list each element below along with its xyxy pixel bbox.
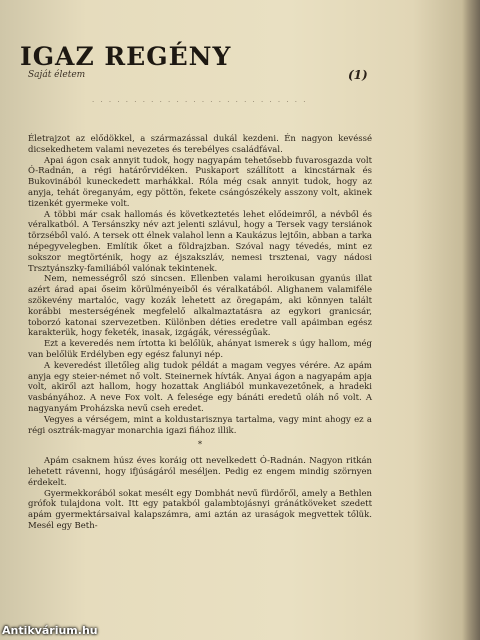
section-mark: * (197, 440, 203, 451)
page-subtitle: Saját életem (28, 70, 86, 80)
paragraph: Nem, nemességről szó sincsen. Ellenben valami heroikusan gyanús illat azért árad apai őseim körülményeiből és véralkatából. Alighanem valamiféle szökevény martalóc, vagy kozák lehetett az öregapám, aki könnyen talált korábbi mesterségének megfelelő alkalmaztatásra az egykori granicsár, toborzó katonai szervezetben. Különben déties eredetre vall apáimban egész karakterük, hogy feketék, inasak, izgágák, vérességűak. (28, 274, 372, 339)
watermark: Antikvárium.hu (2, 624, 98, 637)
paragraph: A többi már csak hallomás és következtetés lehet elődeimről, a névből és véralkatból. A Tersánszky név azt jelenti szlávul, hogy a Tersek vagy tersiánok törzséből való. A tersek ott élnek valahol lenn a Kaukázus lejtőin, abban a tarka népegyvelegben. Említik őket a földrajzban. Szóval nagy tévedés, mint ez sokszor megtörténik, hogy az éjszakszláv, nemesi trsztenai, vagy nádosi Trsztyánszky-familiából valónak tekintenek. (28, 209, 372, 274)
paragraph: Gyermekkorából sokat mesélt egy Dombhát nevű fürdőről, amely a Bethlen grófok tulajdona volt. Itt egy patakból galambtojásnyi gránátköveket szedett apám gyermektársaival kalapszámra, ami aztán az uraságok megvettek tőlük. Mesél egy Beth- (28, 488, 372, 531)
paragraph: Életrajzot az elődökkel, a származással dukál kezdeni. Én nagyon kevéssé dicsekedhetem valami nevezetes és terebélyes családfával. (28, 134, 372, 155)
paragraph: Vegyes a vérségem, mint a koldustarisznya tartalma, vagy mint ahogy ez a régi osztrák-magyar monarchia igazi fiához illik. (28, 414, 372, 436)
body-text (28, 134, 372, 532)
page-edge-shadow (462, 0, 480, 640)
paragraph: Apám csaknem húsz éves koráig ott nevelkedett Ó-Radnán. Nagyon ritkán lehetett rávenni, hogy ifjúságáról meséljen. Pedig ez engem mindig szörnyen érdekelt. (28, 456, 372, 488)
page-title: IGAZ REGÉNY (20, 42, 232, 71)
paragraph: A keveredést illetőleg alig tudok példát a magam vegyes vérére. Az apám anyja egy steier-német nő volt. Steinernek hívták. Anyai ágon a nagyapám apja volt, akiről azt hallom, hogy hozattak Angliából munkavezetőnek, a hradeki vasbányához. A neve Fox volt. A felesége egy bánáti eredetű oláh nő volt. A nagyanyám Proházska nevű cseh eredet. (28, 360, 372, 414)
chapter-number: (1) (348, 68, 368, 82)
dotted-separator: · · · · · · · · · · · · · · · · · · · · · · · · · · (92, 98, 308, 106)
paragraph: Apai ágon csak annyit tudok, hogy nagyapám tehetősebb fuvarosgazda volt Ó-Radnán, a régi határőrvidéken. Puskaport szállított a kincstárnak és Bukovinából kuneckedett marhákkal. Róla még csak annyit tudok, hogy az anyja, tehát öreganyám, egy pöttön, fekete csángószékely asszony volt, akinek tizenkét gyermeke volt. (28, 155, 372, 209)
paragraph: Ezt a keveredés nem írtotta ki belőlük, ahányat ismerek s úgy hallom, még van belőlük Erdélyben egy egész falunyi nép. (28, 339, 372, 360)
